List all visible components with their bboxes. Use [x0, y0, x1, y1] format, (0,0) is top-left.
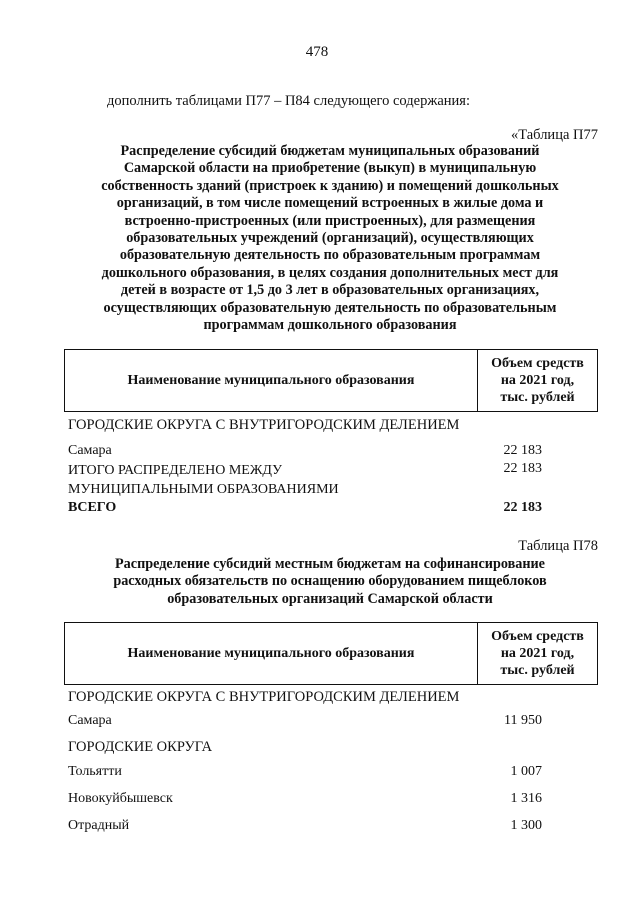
- heading-line: образовательных учреждений (организаций), осуществляющих: [126, 230, 534, 247]
- heading-line: образовательную деятельность по образовательным программам: [119, 247, 541, 264]
- subtotal-label-line: МУНИЦИПАЛЬНЫМИ ОБРАЗОВАНИЯМИ: [68, 482, 339, 497]
- heading-line: собственность зданий (пристроек к зданию) и помещений дошкольных: [101, 177, 559, 194]
- subtotal-value: 22 183: [503, 461, 542, 476]
- heading-line: дошкольного образования, в целях создания дополнительных мест для: [101, 264, 559, 281]
- column-header-volume-line: тыс. рублей: [500, 663, 575, 678]
- heading-line: расходных обязательств по оснащению оборудованием пищеблоков: [113, 573, 547, 590]
- table-p78-header: [64, 622, 598, 685]
- subtotal-label: [68, 461, 339, 499]
- column-header-volume-line: тыс. рублей: [500, 390, 575, 405]
- row-value: 22 183: [503, 443, 542, 458]
- heading-line: Распределение субсидий местным бюджетам на софинансирование: [115, 556, 545, 572]
- row-name: Новокуйбышевск: [68, 791, 173, 806]
- subtotal-row: [68, 461, 548, 501]
- page-number: 478: [305, 44, 329, 60]
- heading-line: образовательных организаций Самарской области: [167, 590, 493, 607]
- column-header-volume-line: Объем средств: [491, 356, 584, 371]
- column-header-name: Наименование муниципального образования: [65, 623, 478, 685]
- column-header-volume-line: Объем средств: [491, 629, 584, 644]
- heading-line: организаций, в том числе помещений встроенных в жилые дома и: [116, 195, 544, 212]
- heading-line: осуществляющих образовательную деятельность по образовательным: [103, 299, 557, 316]
- heading-line: программам дошкольного образования: [203, 317, 457, 334]
- table-row: [68, 818, 548, 838]
- total-row: [68, 500, 548, 520]
- section-heading: ГОРОДСКИЕ ОКРУГА С ВНУТРИГОРОДСКИМ ДЕЛЕНИЕМ: [68, 689, 460, 705]
- heading-line: встроенно-пристроенных (или пристроенных), для размещения: [124, 212, 536, 229]
- row-value: 1 316: [510, 791, 542, 806]
- row-name: Тольятти: [68, 764, 122, 779]
- row-name: Отрадный: [68, 818, 130, 833]
- total-label: ВСЕГО: [68, 500, 117, 515]
- column-header-name: Наименование муниципального образования: [65, 350, 478, 412]
- row-value: 11 950: [504, 713, 542, 728]
- table-row: [68, 764, 548, 784]
- table-p77-header: [64, 349, 598, 412]
- column-header-volume-line: на 2021 год,: [500, 373, 575, 388]
- table-p78-label: Таблица П78: [518, 538, 598, 554]
- heading-line: детей в возрасте от 1,5 до 3 лет в образовательных организациях,: [120, 282, 540, 299]
- table-p77-heading: [70, 143, 590, 334]
- heading-line: Самарской области на приобретение (выкуп) в муниципальную: [123, 160, 537, 177]
- table-row: [68, 443, 548, 463]
- row-name: Самара: [68, 443, 112, 458]
- table-p77-label: «Таблица П77: [511, 127, 598, 143]
- row-name: Самара: [68, 713, 112, 728]
- column-header-volume-line: на 2021 год,: [500, 646, 575, 661]
- row-value: 1 007: [510, 764, 542, 779]
- heading-line: Распределение субсидий бюджетам муниципальных образований: [120, 143, 540, 159]
- intro-text: дополнить таблицами П77 – П84 следующего содержания:: [107, 93, 471, 109]
- table-p78-heading: [70, 556, 590, 608]
- column-header-volume: [478, 350, 598, 412]
- total-value: 22 183: [503, 500, 542, 515]
- section-heading: ГОРОДСКИЕ ОКРУГА С ВНУТРИГОРОДСКИМ ДЕЛЕНИЕМ: [68, 417, 460, 433]
- section-heading: ГОРОДСКИЕ ОКРУГА: [68, 739, 213, 755]
- table-row: [68, 791, 548, 811]
- column-header-volume: [478, 623, 598, 685]
- table-row: [68, 713, 548, 733]
- row-value: 1 300: [510, 818, 542, 833]
- subtotal-label-line: ИТОГО РАСПРЕДЕЛЕНО МЕЖДУ: [68, 463, 282, 478]
